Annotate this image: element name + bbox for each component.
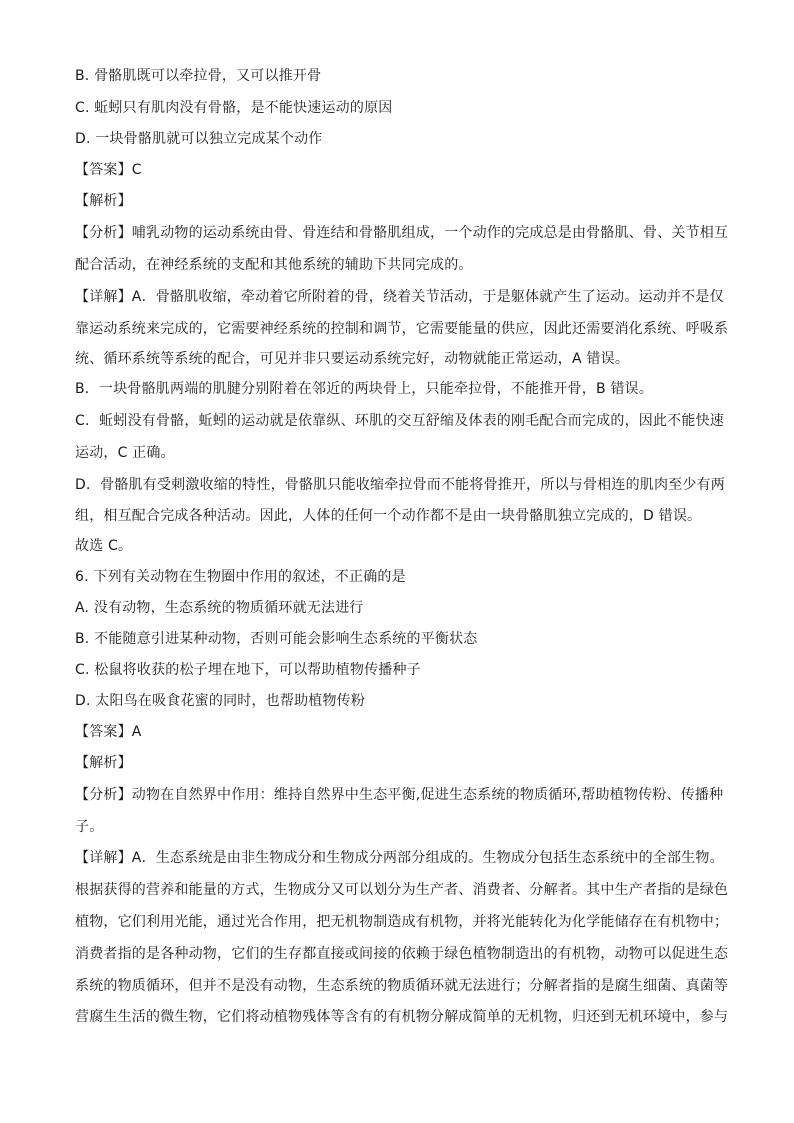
q5-option-b: B. 骨骼肌既可以牵拉骨，又可以推开骨 [75,68,322,84]
q5-xiangjie-c-line-1: C．蚯蚓没有骨骼，蚯蚓的运动就是依靠纵、环肌的交互舒缩及体表的刚毛配合而完成的，因此不能快速 [75,413,724,429]
q6-option-a: A. 没有动物，生态系统的物质循环就无法进行 [75,600,364,616]
q6-stem: 6. 下列有关动物在生物圈中作用的叙述，不正确的是 [75,569,406,585]
q5-option-d: D. 一块骨骼肌就可以独立完成某个动作 [75,131,323,147]
q5-xiangjie-line-2: 靠运动系统来完成的，它需要神经系统的控制和调节，它需要能量的供应，因此还需要消化系统、呼吸系 [75,321,729,337]
q6-xiangjie-line-1: 【详解】A．生态系统是由非生物成分和生物成分两部分组成的。生物成分包括生态系统中的全部生物。 [75,850,724,866]
q6-xiangjie-line-4: 消费者指的是各种动物，它们的生存都直接或间接的依赖于绿色植物制造出的有机物，动物可以促进生态 [75,946,729,962]
q5-conclusion: 故选 C。 [75,538,133,554]
q5-option-c: C. 蚯蚓只有肌肉没有骨骼，是不能快速运动的原因 [75,100,393,116]
q5-xiangjie-d-line-1: D．骨骼肌有受刺激收缩的特性，骨骼肌只能收缩牵拉骨而不能将骨推开，所以与骨相连的肌肉至少有两 [75,477,725,493]
q5-xiangjie-b: B．一块骨骼肌两端的肌腱分别附着在邻近的两块骨上，只能牵拉骨，不能推开骨，B 错误。 [75,381,654,397]
q6-option-c: C. 松鼠将收获的松子埋在地下，可以帮助植物传播种子 [75,662,421,678]
q6-xiangjie-line-6: 营腐生生活的微生物，它们将动植物残体等含有的有机物分解成简单的无机物，归还到无机环境中，参与 [75,1009,729,1025]
q5-xiangjie-line-3: 统、循环系统等系统的配合，可见并非只要运动系统完好，动物就能正常运动，A 错误。 [75,351,630,367]
q6-fenxi-line-2: 子。 [75,819,104,835]
q6-analysis-heading: 【解析】 [75,755,132,771]
q5-xiangjie-c-line-2: 运动，C 正确。 [75,445,175,461]
q6-option-b: B. 不能随意引进某种动物，否则可能会影响生态系统的平衡状态 [75,631,478,647]
q5-answer: 【答案】C [75,162,142,178]
q6-xiangjie-line-2: 根据获得的营养和能量的方式，生物成分又可以划分为生产者、消费者、分解者。其中生产者指的是绿色 [75,882,729,898]
q6-xiangjie-line-5: 系统的物质循环，但并不是没有动物，生态系统的物质循环就无法进行；分解者指的是腐生细菌、真菌等 [75,978,729,994]
q5-xiangjie-d-line-2: 组，相互配合完成各种活动。因此，人体的任何一个动作都不是由一块骨骼肌独立完成的，D 错误。 [75,508,702,524]
q5-analysis-heading: 【解析】 [75,193,132,209]
q5-fenxi-line-2: 配合活动，在神经系统的支配和其他系统的辅助下共同完成的。 [75,257,473,273]
q5-xiangjie-line-1: 【详解】A．骨骼肌收缩，牵动着它所附着的骨，绕着关节活动，于是躯体就产生了运动。运动并不是仅 [75,289,724,305]
q5-fenxi-line-1: 【分析】哺乳动物的运动系统由骨、骨连结和骨骼肌组成，一个动作的完成总是由骨骼肌、骨、关节相互 [75,225,729,241]
q6-fenxi-line-1: 【分析】动物在自然界中作用：维持自然界中生态平衡,促进生态系统的物质循环,帮助植物传粉、传播种 [75,787,724,803]
q6-option-d: D. 太阳鸟在吸食花蜜的同时，也帮助植物传粉 [75,693,366,709]
q6-answer: 【答案】A [75,724,142,740]
q6-xiangjie-line-3: 植物，它们利用光能，通过光合作用，把无机物制造成有机物，并将光能转化为化学能储存在有机物中； [75,914,729,930]
